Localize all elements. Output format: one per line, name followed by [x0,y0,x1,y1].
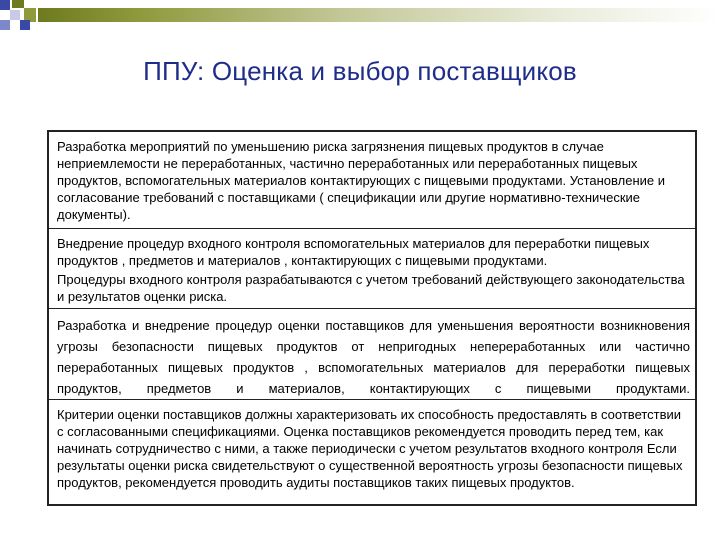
page-title: ППУ: Оценка и выбор поставщиков [143,56,577,86]
content-table [47,130,697,506]
decorative-square [12,0,24,8]
row-paragraph: Процедуры входного контроля разрабатываются с учетом требований действующего законодательства и результатов оценки риска. [57,272,685,304]
table-row [49,228,695,308]
row-paragraph: Внедрение процедур входного контроля вспомогательных материалов для переработки пищевых продуктов , предметов и материалов , контактирующих с пищевыми продуктами. [57,236,650,268]
decorative-square [0,20,10,30]
row-paragraph: Критерии оценки поставщиков должны характеризовать их способность предоставлять в соответствии с согласованными спецификациями. Оценка поставщиков рекомендуется проводить перед тем, как начинать сотрудничество с ними, а также периодически с учетом результатов входного контроля Если результаты оценки риска свидетельствуют о существенной вероятность угрозы безопасности пищевых продуктов, рекомендуется проводить аудиты поставщиков таких пищевых продуктов. [57,407,683,490]
table-row [49,399,695,504]
table-row [49,132,695,228]
table-row [49,308,695,399]
decorative-gradient-band [38,8,720,22]
row-paragraph: Разработка мероприятий по уменьшению риска загрязнения пищевых продуктов в случае неприемлемости не переработанных, частично переработанных или переработанных пищевых продуктов, вспомогательных материалов контактирующих с пищевыми продуктами. Установление и согласование требований с поставщиками ( спецификации или другие нормативно-технические документы). [57,139,666,222]
decorative-header-bar [0,0,720,30]
decorative-square [10,10,20,20]
row-paragraph: Разработка и внедрение процедур оценки поставщиков для уменьшения вероятности возникновения угрозы безопасности пищевых продуктов от непригодных непереработанных или частично переработанных пищевых продуктов , вспомогательных материалов для переработки пищевых продуктов, предметов и материалов, контактирующих с пищевыми продуктами. [57,318,690,396]
decorative-square [20,20,30,30]
decorative-square [0,0,10,10]
